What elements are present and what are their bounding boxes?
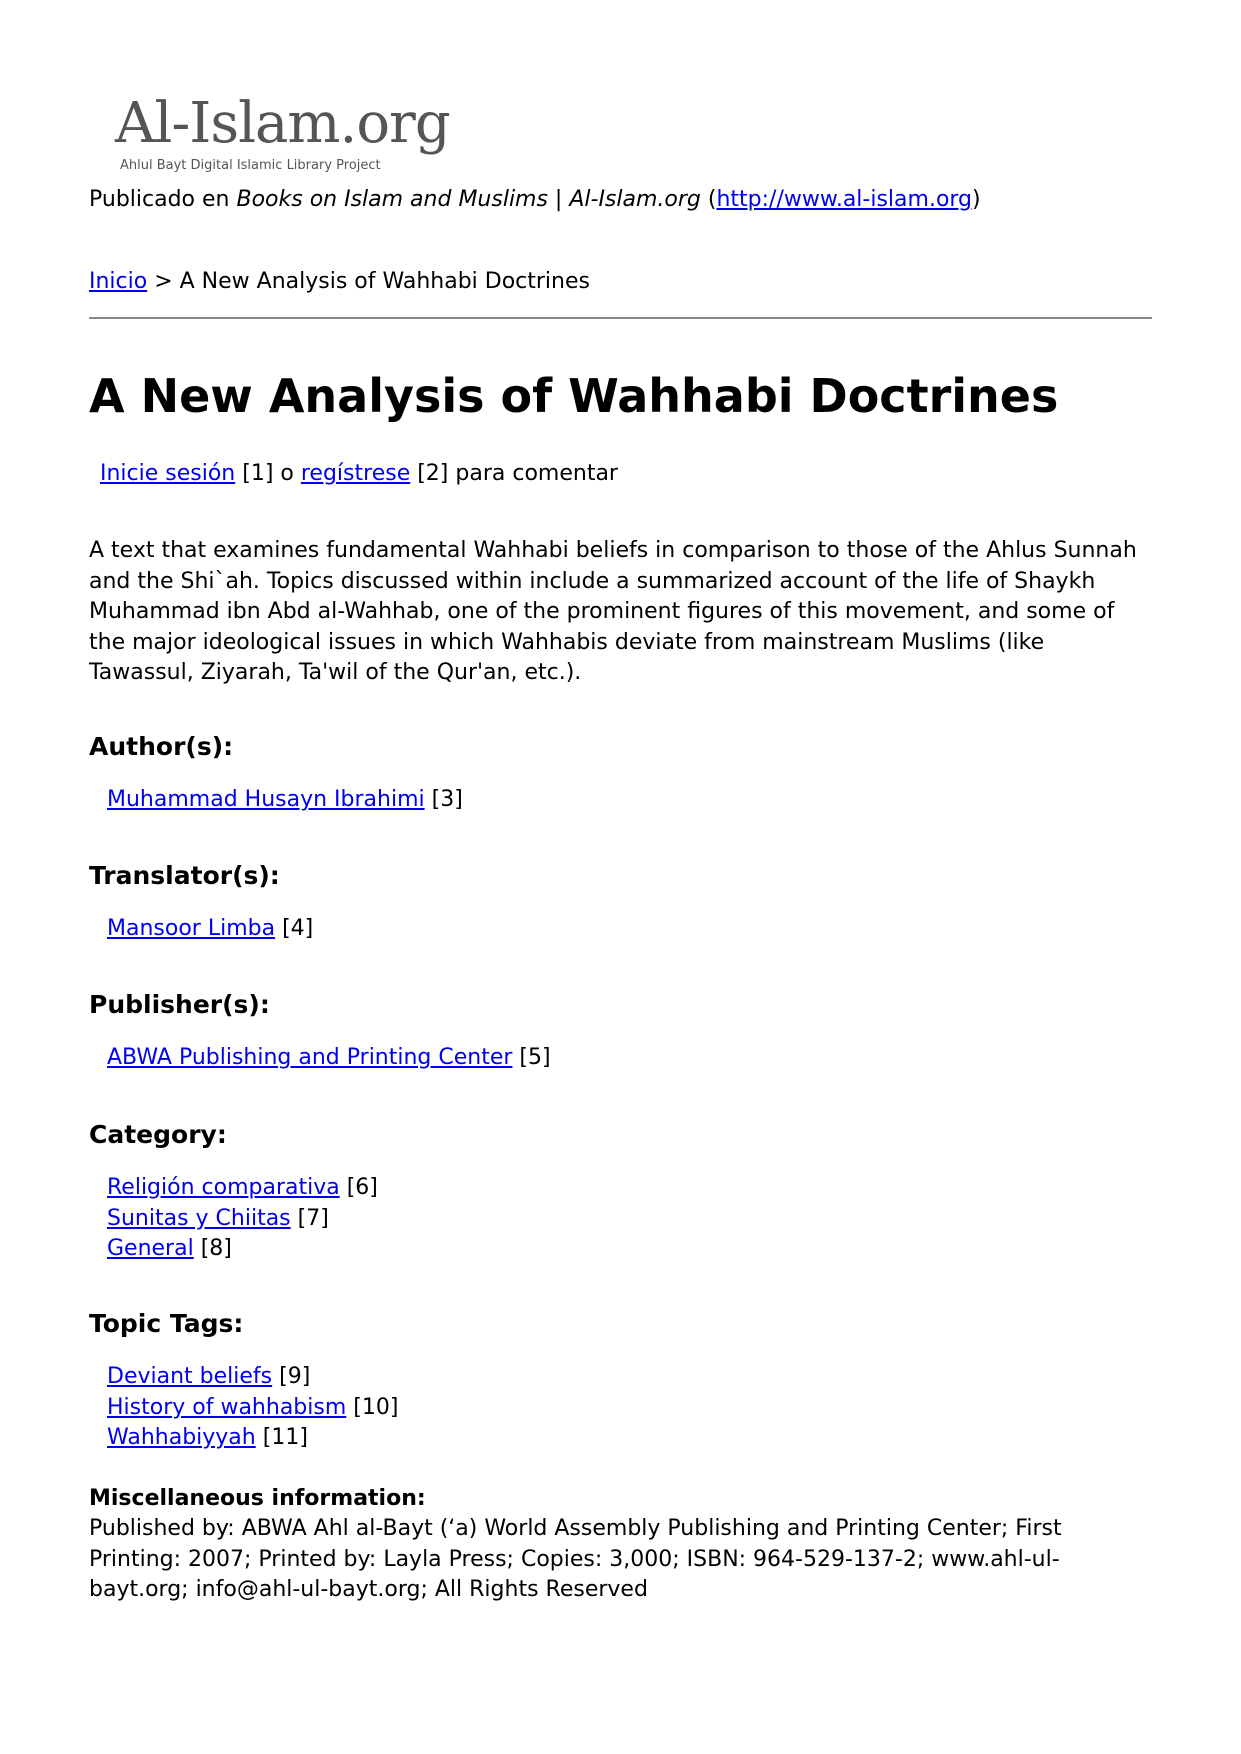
- publisher-ref: [5]: [512, 1045, 551, 1070]
- translator-item: [107, 914, 313, 945]
- tag-ref: [11]: [255, 1425, 308, 1450]
- authors-heading: Author(s):: [89, 732, 234, 761]
- category-ref: [8]: [193, 1236, 232, 1261]
- publisher-link[interactable]: ABWA Publishing and Printing Center: [107, 1045, 513, 1070]
- logo-wordmark: Al-Islam.org: [115, 91, 450, 156]
- comment-login-prompt: [100, 460, 618, 488]
- author-item: [107, 785, 463, 816]
- tag-item: [107, 1423, 398, 1454]
- category-list: [107, 1173, 378, 1265]
- login-ref: [1] o: [235, 461, 301, 486]
- publishers-list: [107, 1043, 551, 1074]
- login-link[interactable]: Inicie sesión: [100, 461, 236, 486]
- breadcrumb-separator: >: [147, 269, 180, 294]
- site-logo: [115, 92, 475, 178]
- category-ref: [7]: [290, 1205, 329, 1231]
- publication-close-paren: ): [972, 187, 981, 212]
- tag-ref: [10]: [346, 1394, 399, 1420]
- publisher-item: [107, 1043, 551, 1074]
- topic-tags-list: [107, 1362, 398, 1454]
- site-url-link[interactable]: http://www.al-islam.org: [716, 187, 973, 212]
- tag-item: [107, 1362, 398, 1393]
- misc-heading: Miscellaneous information:: [89, 1486, 426, 1511]
- publication-collection: Books on Islam and Muslims | Al-Islam.org: [236, 187, 701, 212]
- tag-link[interactable]: Wahhabiyyah: [107, 1425, 256, 1450]
- register-ref: [2] para comentar: [410, 461, 618, 486]
- publication-prefix: Publicado en: [89, 187, 237, 212]
- divider: [89, 317, 1152, 319]
- translator-ref: [4]: [275, 916, 314, 941]
- category-item: [107, 1234, 378, 1265]
- translators-heading: Translator(s):: [89, 861, 280, 890]
- logo-tagline: Ahlul Bayt Digital Islamic Library Project: [120, 158, 381, 173]
- publication-open-paren: (: [700, 187, 717, 212]
- tag-link[interactable]: History of wahhabism: [107, 1394, 347, 1420]
- topic-tags-heading: Topic Tags:: [89, 1309, 244, 1338]
- register-link[interactable]: regístrese: [300, 461, 411, 486]
- tag-link[interactable]: Deviant beliefs: [107, 1364, 273, 1389]
- category-item: [107, 1204, 378, 1235]
- misc-text: Published by: ABWA Ahl al-Bayt (‘a) World Assembly Publishing and Printing Center; First Printing: 2007; Printed by: Layla Press; Copies: 3,000; ISBN: 964-529-137-2; www.ahl-ul-bayt.org; info@ahl-ul-bayt.org; All Rights Reserved: [89, 1516, 1062, 1602]
- tag-ref: [9]: [272, 1364, 311, 1389]
- author-ref: [3]: [424, 787, 463, 812]
- page-title: A New Analysis of Wahhabi Doctrines: [89, 369, 1059, 423]
- category-ref: [6]: [339, 1175, 378, 1200]
- category-link[interactable]: Sunitas y Chiitas: [107, 1205, 291, 1231]
- category-item: [107, 1173, 378, 1204]
- category-link[interactable]: General: [107, 1236, 194, 1261]
- category-heading: Category:: [89, 1120, 227, 1149]
- publishers-heading: Publisher(s):: [89, 990, 270, 1019]
- translator-link[interactable]: Mansoor Limba: [107, 916, 276, 941]
- book-description: A text that examines fundamental Wahhabi beliefs in comparison to those of the Ahlus Sunnah and the Shi`ah. Topics discussed within include a summarized account of the life of Shaykh Muhammad ibn Abd al-Wahhab, one of the prominent figures of this movement, and some of the major ideological issues in which Wahhabis deviate from mainstream Muslims (like Tawassul, Ziyarah, Ta'wil of the Qur'an, etc.).: [89, 538, 1137, 685]
- translators-list: [107, 914, 313, 945]
- author-link[interactable]: Muhammad Husayn Ibrahimi: [107, 787, 425, 812]
- tag-item: [107, 1393, 398, 1424]
- breadcrumb: [89, 268, 590, 296]
- breadcrumb-home-link[interactable]: Inicio: [89, 269, 148, 294]
- authors-list: [107, 785, 463, 816]
- publication-line: [89, 186, 981, 214]
- category-link[interactable]: Religión comparativa: [107, 1175, 340, 1200]
- breadcrumb-current: A New Analysis of Wahhabi Doctrines: [179, 269, 590, 294]
